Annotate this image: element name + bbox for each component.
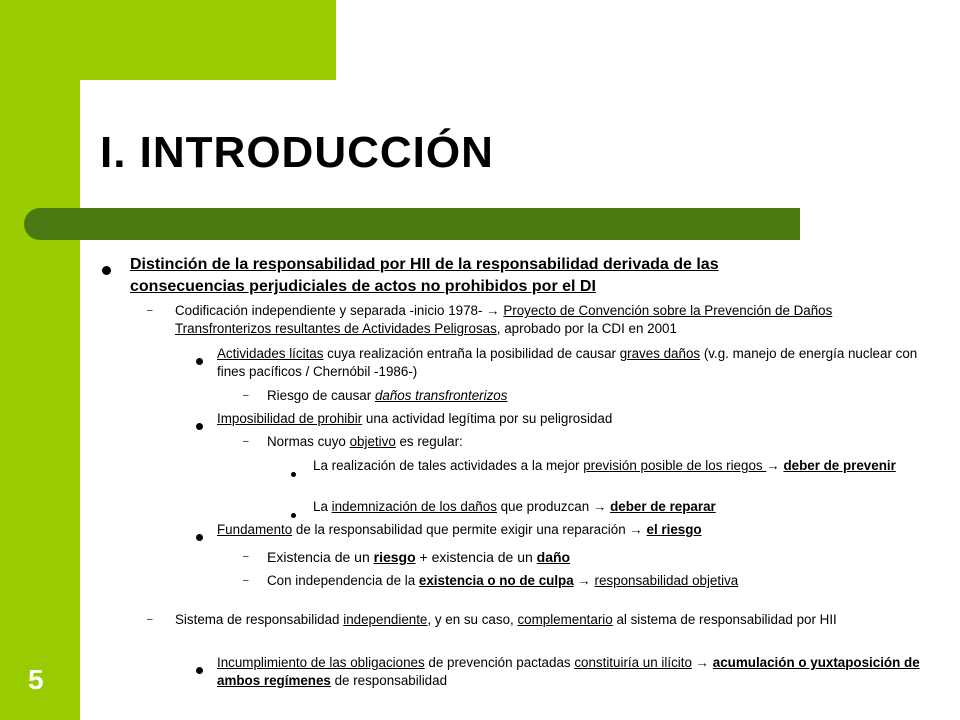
item-fundamento [217, 521, 922, 539]
arrow-icon: → [766, 458, 780, 473]
item-riesgo [267, 387, 507, 405]
dash-marker: – [243, 575, 249, 586]
deber-reparar: deber de reparar [610, 499, 716, 514]
dano: daño [536, 549, 571, 565]
text-run: Con independencia de la [267, 573, 419, 588]
responsabilidad-objetiva: responsabilidad objetiva [594, 573, 739, 588]
text-run: de prevención pactadas [424, 655, 575, 670]
arrow-icon: → [629, 522, 643, 537]
text-run: La [313, 499, 332, 514]
text-run: de responsabilidad [330, 673, 448, 688]
arrow-icon: → [592, 499, 607, 514]
actividades-licitas: Actividades lícitas [217, 346, 324, 361]
text-run: Existencia de un [267, 549, 374, 565]
objetivo: objetivo [349, 434, 396, 449]
dash-marker: – [243, 551, 249, 562]
text-run: , aprobado por la CDI en 2001 [496, 321, 677, 336]
text-run: , y en su caso, [427, 612, 518, 627]
text-run: Sistema de responsabilidad [175, 612, 344, 627]
indemnizacion-danos: indemnización de los daños [331, 499, 497, 514]
bullet-icon [196, 528, 203, 546]
arrow-icon: → [486, 303, 500, 318]
text-run: es regular: [395, 434, 463, 449]
riesgo: riesgo [373, 549, 416, 565]
text-run: una actividad legítima por su peligrosidad [362, 411, 613, 426]
item-independencia-culpa [267, 572, 738, 590]
imposibilidad-prohibir: Imposibilidad de prohibir [217, 411, 363, 426]
text-run: Riesgo de causar [267, 388, 375, 403]
item-existencia [267, 548, 570, 566]
item-actividades-licitas [217, 345, 922, 381]
slide-title: I. INTRODUCCIÓN [100, 128, 494, 177]
text-run: Normas cuyo [267, 434, 350, 449]
page-number: 5 [28, 664, 44, 695]
bullet-icon [196, 352, 203, 370]
sub-point-codificacion [175, 302, 910, 338]
dash-marker: – [243, 436, 249, 447]
text-run: (v.g. manejo de energía nuclear con fines pacíficos / Chernóbil -1986-) [217, 346, 918, 379]
existencia-culpa: existencia o no de culpa [418, 573, 574, 588]
dash-marker: – [243, 390, 249, 401]
item-reparar [313, 498, 925, 516]
text-run: Codificación independiente y separada -inicio 1978- [175, 303, 483, 318]
graves-danos: graves daños [619, 346, 701, 361]
independiente: independiente [343, 612, 428, 627]
text-run: cuya realización entraña la posibilidad de causar [323, 346, 620, 361]
dash-marker: – [147, 614, 153, 625]
text-run: al sistema de responsabilidad por HII [612, 612, 837, 627]
arrow-icon: → [577, 573, 591, 588]
text-run: de la responsabilidad que permite exigir una reparación [292, 522, 630, 537]
el-riesgo: el riesgo [646, 522, 702, 537]
dash-marker: – [147, 305, 153, 316]
complementario: complementario [517, 612, 613, 627]
proyecto-convencion: Proyecto de Convención sobre la Prevención de Daños Transfronterizos resultantes de Actividades Peligrosas [175, 303, 833, 336]
prevision-riesgos: previsión posible de los riegos [583, 458, 767, 473]
deber-prevenir: deber de prevenir [783, 458, 896, 473]
text-run: La realización de tales actividades a la mejor [313, 458, 584, 473]
bullet-icon [196, 661, 203, 679]
bullet-icon [291, 464, 296, 482]
item-normas [267, 433, 463, 451]
acumulacion-regimenes: acumulación o yuxtaposición de ambos regímenes [217, 655, 920, 688]
item-prevenir [313, 457, 925, 475]
main-point [130, 254, 830, 298]
main-point-text: Distinción de la responsabilidad por HII de la responsabilidad derivada de las consecuencias perjudiciales de actos no prohibidos por el DI [130, 256, 719, 295]
danos-transfronterizos: daños transfronterizos [374, 388, 508, 403]
incumplimiento-obligaciones: Incumplimiento de las obligaciones [217, 655, 425, 670]
bullet-icon [102, 262, 111, 280]
sub-point-sistema [175, 611, 945, 629]
fundamento: Fundamento [217, 522, 293, 537]
arrow-icon: → [695, 655, 710, 670]
text-run: + existencia de un [415, 549, 537, 565]
bullet-icon [196, 417, 203, 435]
constituiria-ilicito: constituiría un ilícito [574, 655, 692, 670]
text-run: que produzcan [496, 499, 593, 514]
item-imposibilidad [217, 410, 922, 428]
item-incumplimiento [217, 654, 922, 690]
